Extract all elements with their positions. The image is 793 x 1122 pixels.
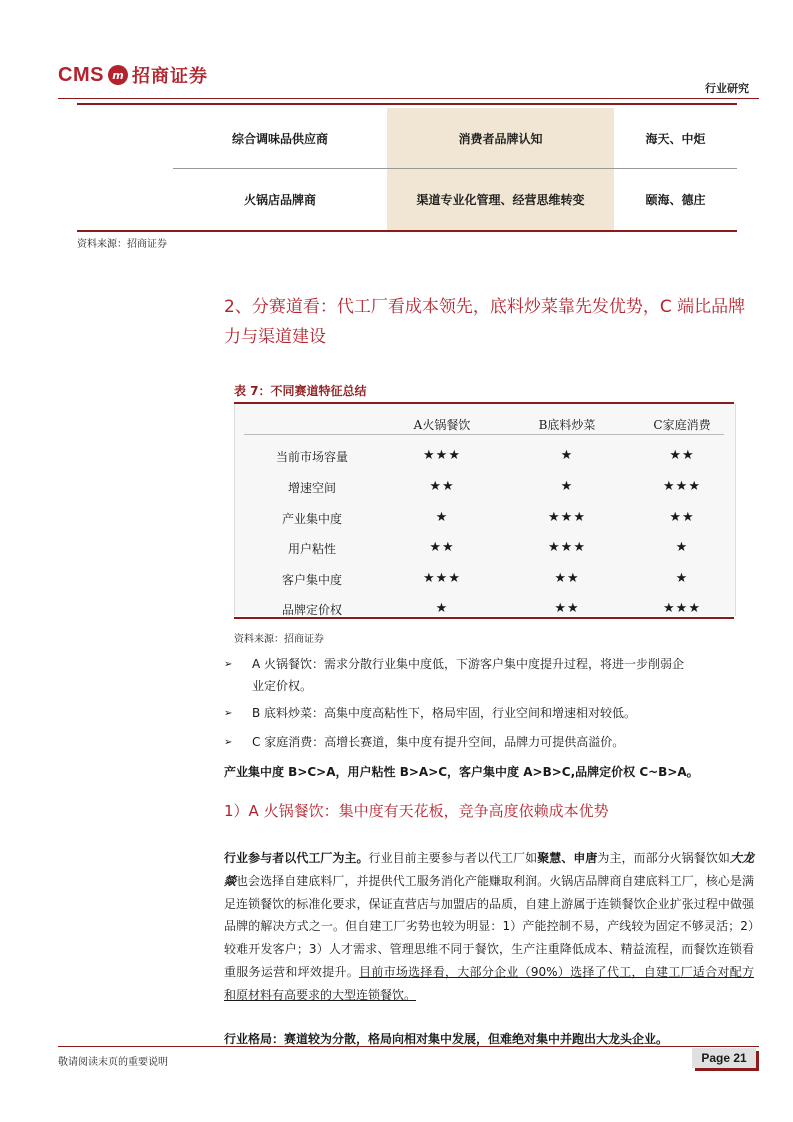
company-name: 大龙燚 xyxy=(224,851,754,888)
subheading: 1）A 火锅餐饮：集中度有天花板，竞争高度依赖成本优势 xyxy=(224,802,609,820)
logo-badge-icon: m xyxy=(108,65,128,85)
arrow-bullet-icon: ➢ xyxy=(224,659,233,670)
company-logo xyxy=(58,62,208,88)
table7-column-header: C家庭消费 xyxy=(653,418,711,432)
bullet-text: B 底料炒菜：高集中度高粘性下，格局牢固，行业空间和增速相对较低。 xyxy=(252,706,637,720)
logo-cms-text: CMS xyxy=(58,63,104,86)
bullet-text-continued: 业定价权。 xyxy=(252,679,313,693)
summary-line: 产业集中度 B>C>A，用户粘性 B>A>C，客户集中度 A>B>C,品牌定价权 C~B>A。 xyxy=(224,765,699,779)
arrow-bullet-icon: ➢ xyxy=(224,737,233,748)
report-category: 行业研究 xyxy=(705,82,749,95)
top-table-cell-highlight: 渠道专业化管理、经营思维转变 xyxy=(387,169,614,230)
star-rating: ★★★ xyxy=(423,448,461,463)
table7-source: 资料来源：招商证券 xyxy=(234,634,324,645)
footer-note: 敬请阅读末页的重要说明 xyxy=(58,1057,168,1068)
table7-row-label: 当前市场容量 xyxy=(275,450,348,464)
logo-chinese-text: 招商证券 xyxy=(131,66,208,87)
star-rating: ★ xyxy=(675,540,689,555)
table7-row-label: 增速空间 xyxy=(287,481,336,495)
footer-divider xyxy=(58,1046,759,1047)
star-rating: ★★ xyxy=(554,601,580,616)
star-rating: ★ xyxy=(435,601,449,616)
star-rating: ★ xyxy=(675,571,689,586)
star-rating: ★ xyxy=(560,448,574,463)
star-rating: ★★★ xyxy=(548,540,586,555)
arrow-bullet-icon: ➢ xyxy=(224,708,233,719)
body-paragraph xyxy=(224,847,754,1007)
table7-row-label: 品牌定价权 xyxy=(281,603,342,617)
header-divider xyxy=(58,98,759,99)
star-rating: ★★★ xyxy=(663,479,701,494)
industry-structure-line: 行业格局：赛道较为分散，格局向相对集中发展，但难绝对集中并跑出大龙头企业。 xyxy=(224,1032,669,1046)
top-table-top-border xyxy=(77,103,737,105)
table7-row-label: 产业集中度 xyxy=(281,512,342,526)
star-rating: ★★★ xyxy=(663,601,701,616)
star-rating: ★★★ xyxy=(423,571,461,586)
top-table-bottom-border xyxy=(77,230,737,232)
table7-row-label: 客户集中度 xyxy=(281,573,342,587)
paragraph-lead: 行业参与者以代工厂为主。 xyxy=(224,851,369,865)
paragraph-text: 行业目前主要参与者以代工厂如 xyxy=(368,851,538,865)
paragraph-text: 也会选择自建底料厂，并提供代工服务消化产能赚取利润。火锅店品牌商自建底料工厂，核心是满足连锁餐饮的标准化要求，保证直营店与加盟店的品质，自建上游属于连锁餐饮企业扩张过程中做强品牌的解决方式之一。但自建工厂劣势也较为明显：1）产能控制不易，产线较为固定不够灵活；2）较难开发客户；3）人才需求、管理思维不同于餐饮，生产注重降低成本、精益流程，而餐饮连锁看重服务运营和坪效提升。 xyxy=(224,873,754,979)
star-rating: ★ xyxy=(560,479,574,494)
bullet-text: A 火锅餐饮：需求分散行业集中度低，下游客户集中度提升过程，将进一步削弱企 xyxy=(252,657,685,671)
top-table-cell: 海天、中炬 xyxy=(645,131,706,146)
page-number: Page 21 xyxy=(692,1048,756,1068)
top-table-cell: 综合调味品供应商 xyxy=(231,131,328,146)
star-rating: ★★ xyxy=(429,540,455,555)
star-rating: ★★ xyxy=(429,479,455,494)
table7-column-header: B底料炒菜 xyxy=(538,418,596,432)
top-table-cell: 颐海、德庄 xyxy=(645,193,706,207)
table7-header-divider xyxy=(244,434,724,435)
top-table-source: 资料来源：招商证券 xyxy=(77,239,167,250)
paragraph-underlined: 目前市场选择看，大部分企业（90%）选择了代工，自建工厂适合对配方和原材料有高要求的大型连锁餐饮。 xyxy=(224,964,754,1002)
table7-bottom-border xyxy=(234,617,734,619)
table7-row-label: 用户粘性 xyxy=(287,542,336,556)
paragraph-text: 为主，而部分火锅餐饮如 xyxy=(597,851,730,865)
section-heading: 2、分赛道看：代工厂看成本领先，底料炒菜靠先发优势，C 端比品牌力与渠道建设 xyxy=(224,297,746,347)
star-rating: ★★ xyxy=(669,510,695,525)
bullet-text: C 家庭消费：高增长赛道，集中度有提升空间，品牌力可提供高溢价。 xyxy=(252,735,625,749)
star-rating: ★★★ xyxy=(548,510,586,525)
star-rating: ★★ xyxy=(669,448,695,463)
star-rating: ★ xyxy=(435,510,449,525)
star-rating: ★★ xyxy=(554,571,580,586)
table7-title: 表 7：不同赛道特征总结 xyxy=(234,384,367,398)
table7-column-header: A火锅餐饮 xyxy=(413,418,471,432)
top-table-cell-highlight: 消费者品牌认知 xyxy=(387,108,614,168)
top-table-cell: 火锅店品牌商 xyxy=(243,193,316,207)
company-names: 聚慧、申唐 xyxy=(537,851,598,865)
